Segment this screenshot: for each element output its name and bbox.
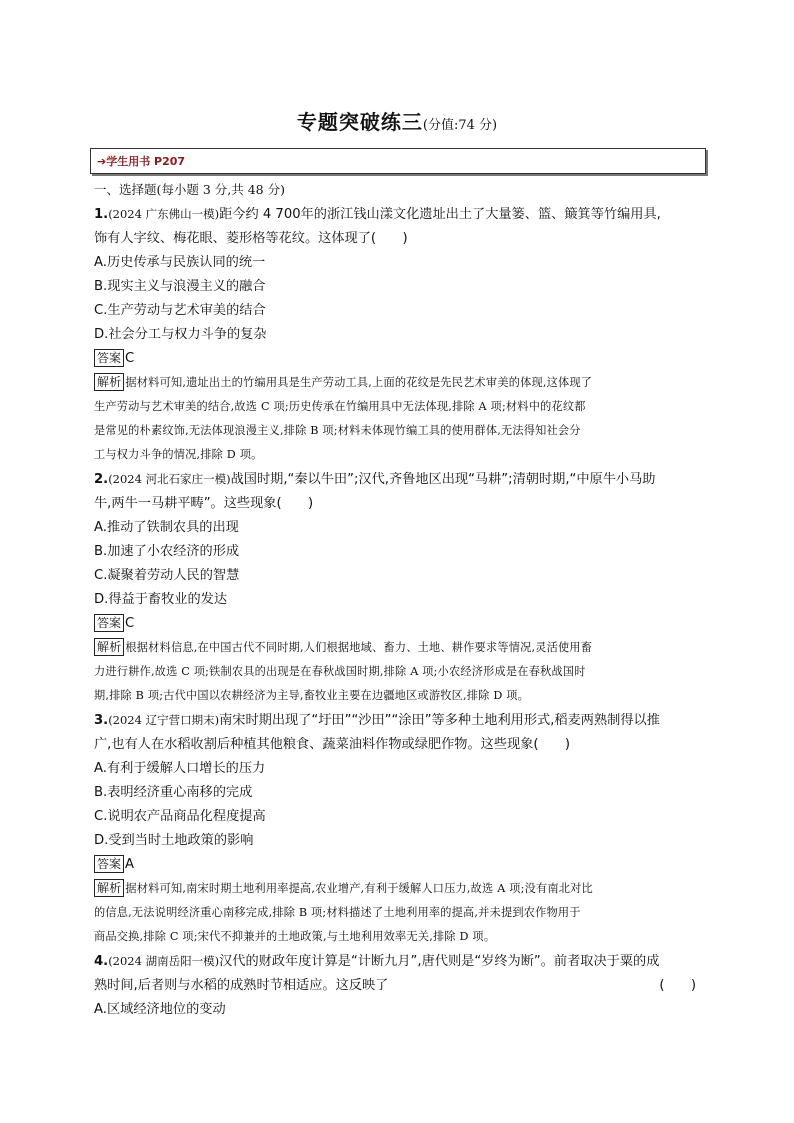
stem-text: 汉代的财政年度计算是“计断九月”,唐代则是“岁终为断”。前者取决于粟的成 — [219, 954, 660, 969]
answer-row — [94, 853, 704, 877]
content — [94, 178, 704, 1022]
option-c: C.生产劳动与艺术审美的结合 — [94, 303, 266, 318]
question-source: (2024 辽宁营口期末) — [108, 713, 220, 727]
question-source: (2024 广东佛山一模) — [108, 207, 220, 221]
analysis-line: 的信息,无法说明经济重心南移完成,排除 B 项;材料描述了土地利用率的提高,并未提到农作物用于 — [94, 906, 581, 919]
score-note: (分值:74 分) — [422, 118, 498, 133]
answer-tag: 答案 — [94, 855, 124, 873]
analysis-line: 是常见的朴素纹饰,无法体现浪漫主义,排除 B 项;材料未体现竹编工具的使用群体,无法得知社会分 — [94, 424, 581, 437]
question-stem-line — [94, 708, 704, 733]
title-text: 专题突破练三 — [296, 110, 423, 134]
question-4 — [94, 949, 704, 1022]
answer-value: A — [125, 857, 135, 872]
option-a: A.历史传承与民族认同的统一 — [94, 255, 266, 270]
option-b: B.现实主义与浪漫主义的融合 — [94, 279, 266, 294]
answer-row — [94, 347, 704, 371]
question-source: (2024 河北石家庄一模) — [108, 472, 231, 486]
answer-tag: 答案 — [94, 614, 124, 632]
answer-row — [94, 612, 704, 636]
question-number: 1. — [94, 207, 109, 222]
analysis-tag: 解析 — [94, 879, 124, 897]
analysis-text: 据材料可知,遗址出土的竹编用具是生产劳动工具,上面的花纹是先民艺术审美的体现,这体现了 — [125, 376, 593, 389]
book-reference-bar — [90, 148, 706, 174]
question-stem-line — [94, 949, 704, 974]
analysis-line: 工与权力斗争的情况,排除 D 项。 — [94, 448, 263, 461]
page-title — [0, 106, 794, 135]
question-1 — [94, 202, 704, 467]
question-stem-line — [94, 467, 704, 492]
analysis-line: 力进行耕作,故选 C 项;铁制农具的出现是在春秋战国时期,排除 A 项;小农经济形成是在春秋战国时 — [94, 665, 586, 678]
book-reference-link[interactable]: ➔学生用书 P207 — [97, 155, 186, 168]
option-d: D.得益于畜牧业的发达 — [94, 592, 228, 607]
option-d: D.受到当时土地政策的影响 — [94, 833, 254, 848]
question-stem-line: 牛,两牛一马耕平畴”。这些现象( ) — [94, 496, 314, 511]
answer-value: C — [125, 616, 135, 631]
analysis-line — [94, 636, 704, 660]
option-a: A.推动了铁制农具的出现 — [94, 520, 239, 535]
question-source: (2024 湖南岳阳一模) — [108, 954, 220, 968]
question-stem-line — [94, 974, 704, 998]
question-number: 2. — [94, 472, 109, 487]
option-b: B.加速了小农经济的形成 — [94, 544, 240, 559]
question-stem-line — [94, 202, 704, 227]
analysis-text: 据材料可知,南宋时期土地利用率提高,农业增产,有利于缓解人口压力,故选 A 项;没有南北对比 — [125, 882, 593, 895]
option-b: B.表明经济重心南移的完成 — [94, 785, 253, 800]
question-2 — [94, 467, 704, 708]
analysis-tag: 解析 — [94, 373, 124, 391]
question-stem-line: 饰有人字纹、梅花眼、菱形格等花纹。这体现了( ) — [94, 231, 408, 246]
question-3 — [94, 708, 704, 949]
analysis-line: 生产劳动与艺术审美的结合,故选 C 项;历史传承在竹编用具中无法体现,排除 A 项;材料中的花纹都 — [94, 400, 586, 413]
analysis-line: 期,排除 B 项;古代中国以农耕经济为主导,畜牧业主要在边疆地区或游牧区,排除 D 项。 — [94, 689, 530, 702]
stem-text: 南宋时期出现了“圩田”“沙田”“涂田”等多种土地利用形式,稻麦两熟制得以推 — [219, 713, 660, 728]
stem-text: 熟时间,后者则与水稻的成熟时节相适应。这反映了 — [94, 978, 389, 993]
question-number: 3. — [94, 713, 109, 728]
answer-blank: ( ) — [659, 978, 696, 993]
stem-text: 距今约 4 700年的浙江钱山漾文化遗址出土了大量篓、篮、簸箕等竹编用具, — [219, 207, 661, 222]
analysis-line — [94, 371, 704, 395]
option-c: C.凝聚着劳动人民的智慧 — [94, 568, 240, 583]
answer-tag: 答案 — [94, 349, 124, 367]
answer-value: C — [125, 351, 135, 366]
stem-text: 战国时期,“秦以牛田”;汉代,齐鲁地区出现“马耕”;清朝时期,“中原牛小马助 — [230, 472, 656, 487]
option-d: D.社会分工与权力斗争的复杂 — [94, 327, 267, 342]
question-number: 4. — [94, 954, 109, 969]
option-a: A.区域经济地位的变动 — [94, 1002, 226, 1017]
analysis-text: 根据材料信息,在中国古代不同时期,人们根据地域、畜力、土地、耕作要求等情况,灵活使用畜 — [125, 641, 593, 654]
analysis-line — [94, 877, 704, 901]
option-c: C.说明农产品商品化程度提高 — [94, 809, 266, 824]
option-a: A.有利于缓解人口增长的压力 — [94, 761, 266, 776]
analysis-line: 商品交换,排除 C 项;宋代不抑兼并的土地政策,与土地利用效率无关,排除 D 项。 — [94, 930, 496, 943]
section-heading: 一、选择题(每小题 3 分,共 48 分) — [94, 182, 285, 197]
question-stem-line: 广,也有人在水稻收割后种植其他粮食、蔬菜油料作物或绿肥作物。这些现象( ) — [94, 737, 571, 752]
analysis-tag: 解析 — [94, 638, 124, 656]
